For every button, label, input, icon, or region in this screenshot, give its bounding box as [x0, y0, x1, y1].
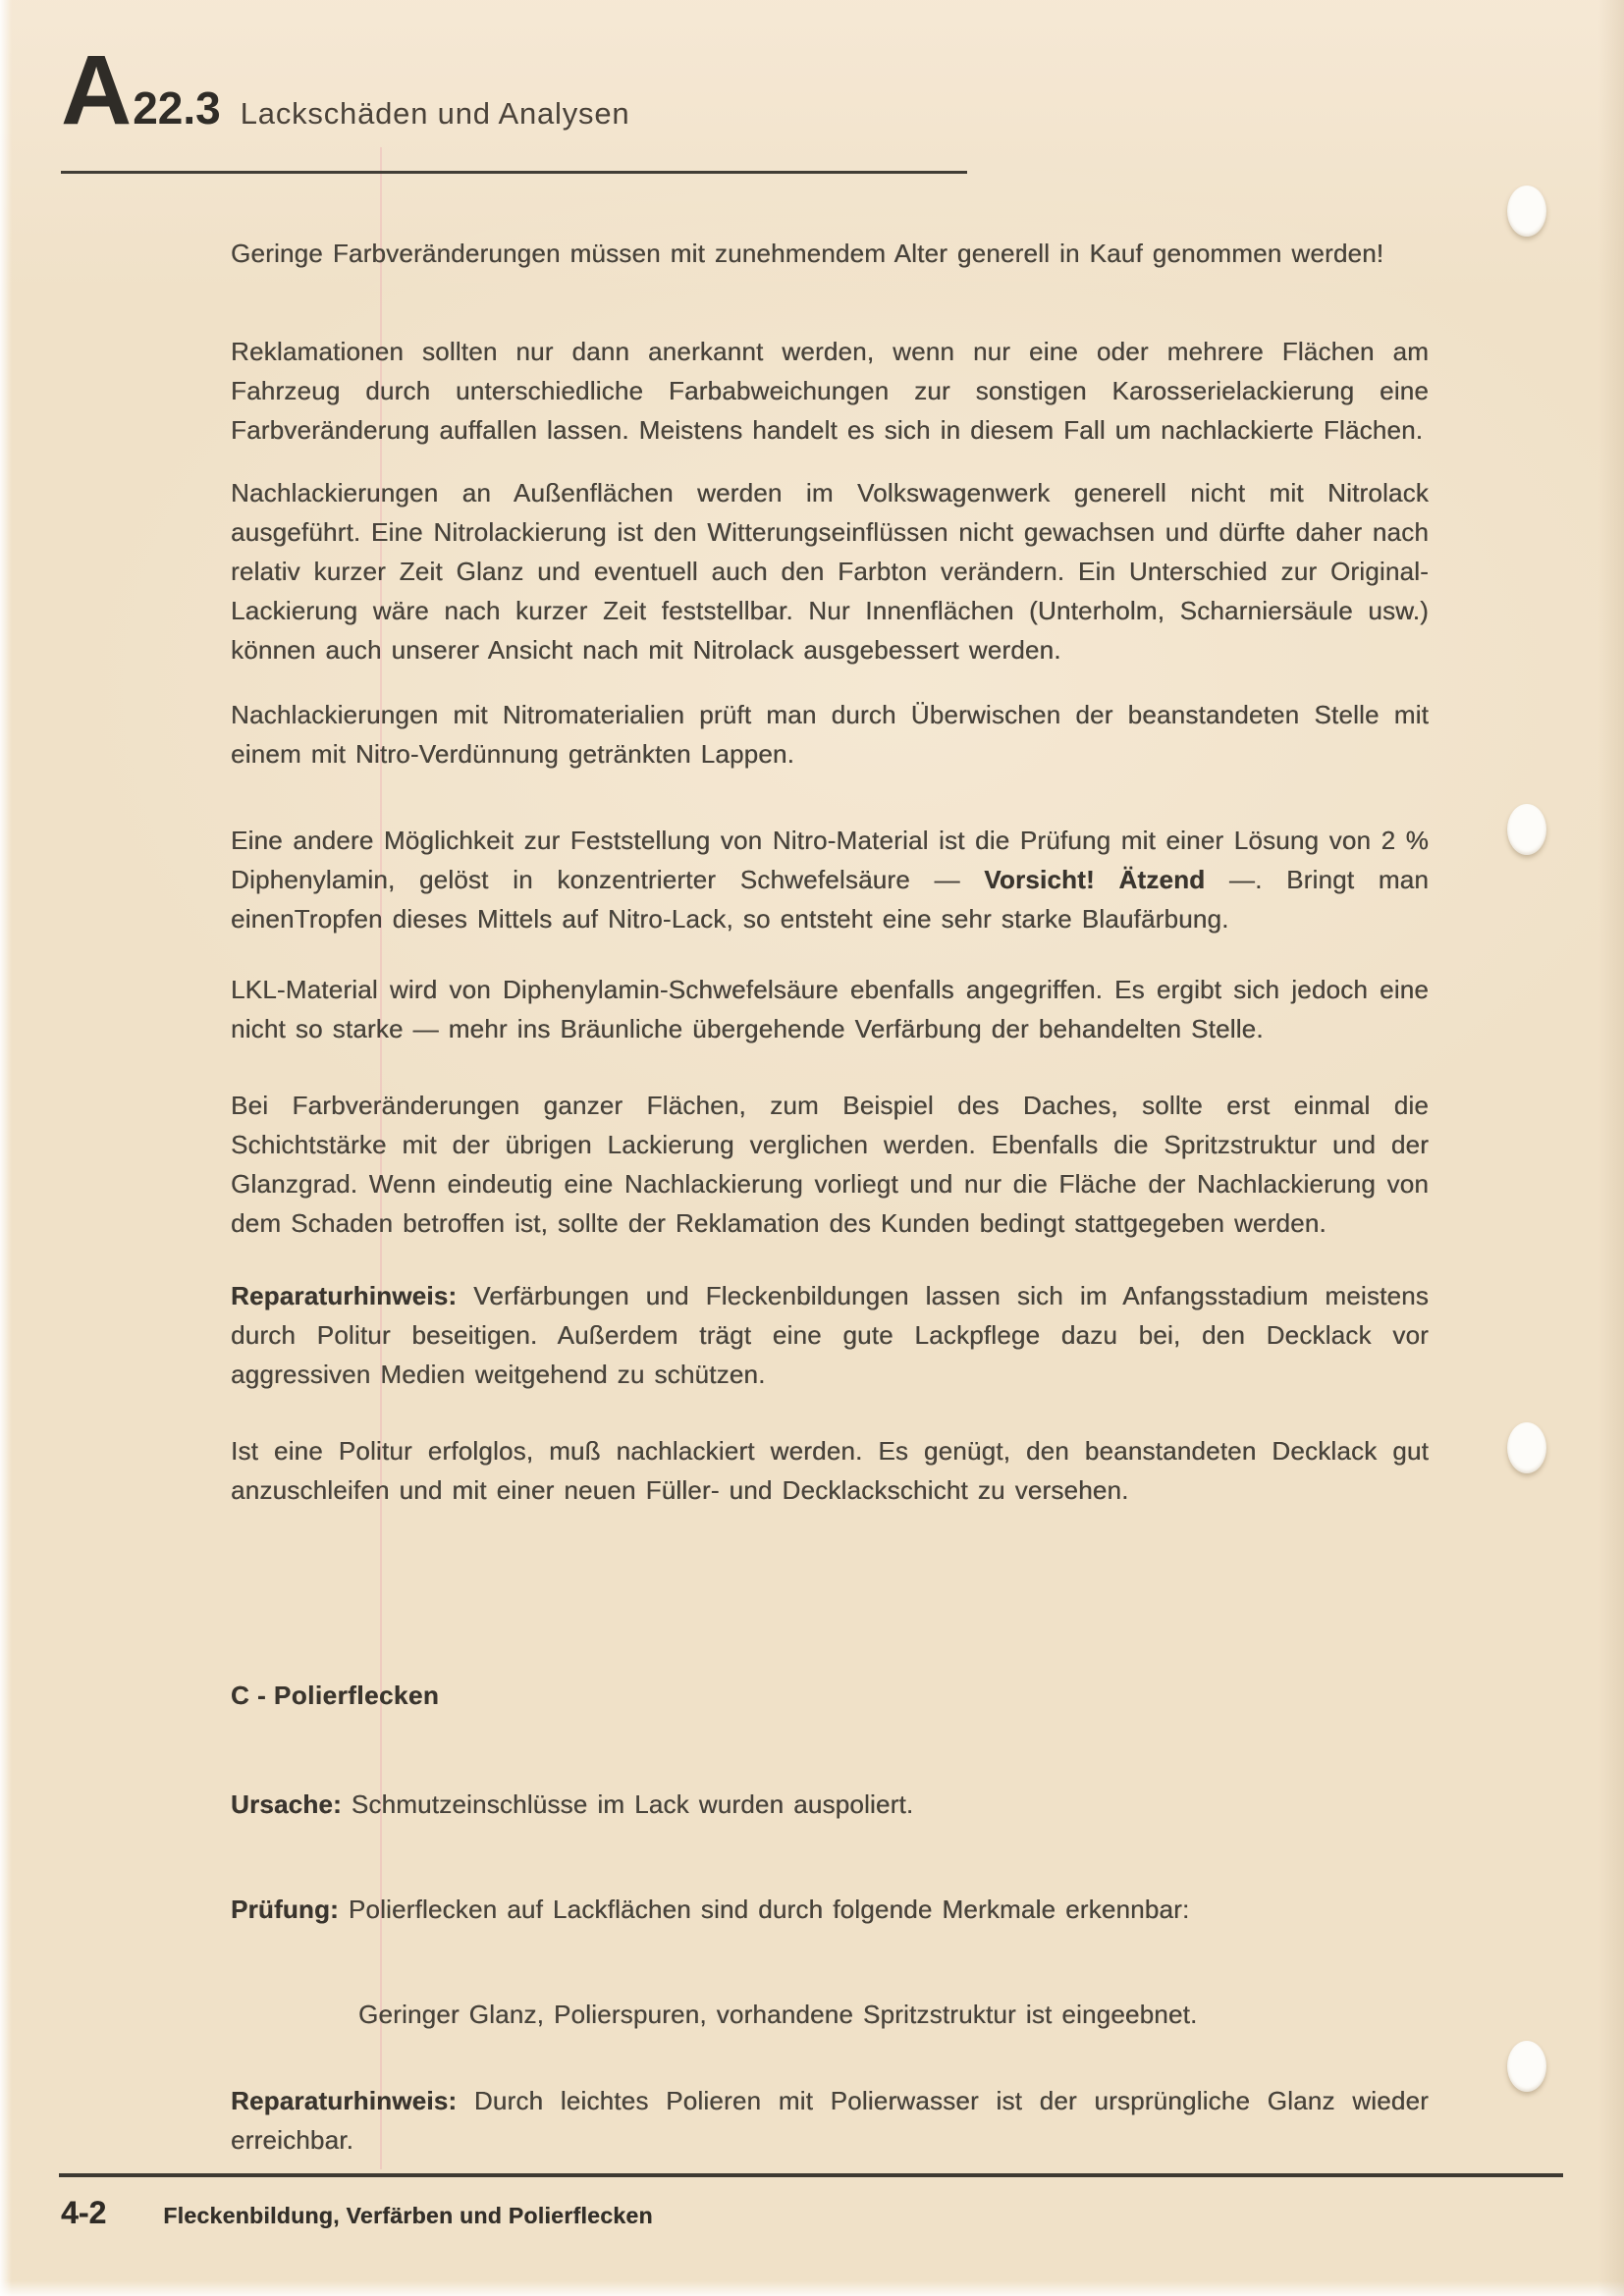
page-number: 4-2	[61, 2195, 107, 2230]
reparaturhinweis-2-label: Reparaturhinweis:	[231, 2086, 458, 2115]
warning-text: Vorsicht! Ätzend	[984, 865, 1206, 894]
section-letter: A	[61, 35, 131, 145]
paragraph-reklamationen: Reklamationen sollten nur dann anerkannt werden, wenn nur eine oder mehrere Flächen am Fahrzeug durch unterschiedliche Farbabweichungen zur sonstigen Karosserielackierung eine Farbveränderung auffallen lassen. Meistens handelt es sich in diesem Fall um nachlackierte Flächen.	[231, 337, 1429, 445]
paragraph-farbveraenderungen-flaechen: Bei Farbveränderungen ganzer Flächen, zum Beispiel des Daches, sollte erst einmal die Schichtstärke mit der übrigen Lackierung verglichen werden. Ebenfalls die Spritzstruktur und der Glanzgrad. Wenn eindeutig eine Nachlackierung vorliegt und nur die Fläche der Nachlackierung von dem Schaden betroffen ist, sollte der Reklamation des Kunden bedingt stattgegeben werden.	[231, 1091, 1429, 1238]
page-footer	[61, 2195, 653, 2231]
paragraph-lkl-material: LKL-Material wird von Diphenylamin-Schwefelsäure ebenfalls angegriffen. Es ergibt sich jedoch eine nicht so starke — mehr ins Bräunliche übergehende Verfärbung der behandelten Stelle.	[231, 975, 1429, 1043]
pruefung-label: Prüfung:	[231, 1895, 339, 1924]
section-c-heading: C - Polierflecken	[231, 1681, 440, 1710]
reparaturhinweis-label: Reparaturhinweis:	[231, 1281, 458, 1310]
paragraph-ursache	[231, 1785, 1429, 1824]
section-title: Lackschäden und Analysen	[240, 96, 630, 131]
paragraph-merkmal: Geringer Glanz, Polierspuren, vorhandene Spritzstruktur ist eingeebnet.	[358, 2000, 1198, 2029]
punch-hole	[1507, 804, 1546, 855]
ursache-label: Ursache:	[231, 1789, 342, 1819]
punch-hole	[1507, 2041, 1546, 2092]
paragraph-nitro-pruefung: Nachlackierungen mit Nitromaterialien prüft man durch Überwischen der beanstandeten Stelle mit einem mit Nitro-Verdünnung getränkten Lappen.	[231, 700, 1429, 769]
paragraph-pruefung	[231, 1890, 1429, 1929]
punch-hole	[1507, 186, 1546, 237]
ursache-text: Schmutzeinschlüsse im Lack wurden auspoliert.	[341, 1789, 914, 1819]
header-rule	[61, 171, 967, 174]
punch-hole	[1507, 1422, 1546, 1473]
paragraph-intro: Geringe Farbveränderungen müssen mit zunehmendem Alter generell in Kauf genommen werden!	[231, 239, 1384, 268]
footer-rule	[59, 2173, 1563, 2177]
reparaturhinweis-text: Verfärbungen und Fleckenbildungen lassen sich im Anfangsstadium meistens durch Politur beseitigen. Außerdem trägt eine gute Lackpflege dazu bei, den Decklack vor aggressiven Medien weitgehend zu schützen.	[231, 1281, 1429, 1389]
paragraph-reparaturhinweis-2	[231, 2081, 1429, 2160]
diphenylamin-text-pre: Eine andere Möglichkeit zur Feststellung von Nitro-Material ist die Prüfung mit einer Lösung von 2 % Diphenylamin, gelöst in konzentrierter Schwefelsäure —	[231, 826, 1429, 894]
reparaturhinweis-2-text: Durch leichtes Polieren mit Polierwasser ist der ursprüngliche Glanz wieder erreichbar.	[231, 2086, 1429, 2155]
paragraph-nachlackierungen-aussen: Nachlackierungen an Außenflächen werden im Volkswagenwerk generell nicht mit Nitrolack ausgeführt. Eine Nitrolackierung ist den Witterungseinflüssen nicht gewachsen und dürfte daher nach relativ kurzer Zeit Glanz und eventuell auch den Farbton verändern. Ein Unterschied zur Original-Lackierung wäre nach kurzer Zeit feststellbar. Nur Innenflächen (Unterholm, Scharniersäule usw.) können auch unserer Ansicht nach mit Nitrolack ausgebessert werden.	[231, 478, 1429, 665]
pruefung-text: Polierflecken auf Lackflächen sind durch folgende Merkmale erkennbar:	[338, 1895, 1190, 1924]
page-header	[61, 35, 630, 145]
diphenylamin-text-post: —. Bringt man einenTropfen dieses Mittels auf Nitro-Lack, so entsteht eine sehr starke Blaufärbung.	[231, 865, 1429, 934]
footer-caption: Fleckenbildung, Verfärben und Polierflecken	[163, 2203, 653, 2228]
paragraph-politur-erfolglos: Ist eine Politur erfolglos, muß nachlackiert werden. Es genügt, den beanstandeten Decklack gut anzuschleifen und mit einer neuen Füller- und Decklackschicht zu versehen.	[231, 1436, 1429, 1505]
paragraph-diphenylamin	[231, 821, 1429, 938]
paragraph-reparaturhinweis-1	[231, 1276, 1429, 1394]
section-number: 22.3	[133, 82, 221, 133]
